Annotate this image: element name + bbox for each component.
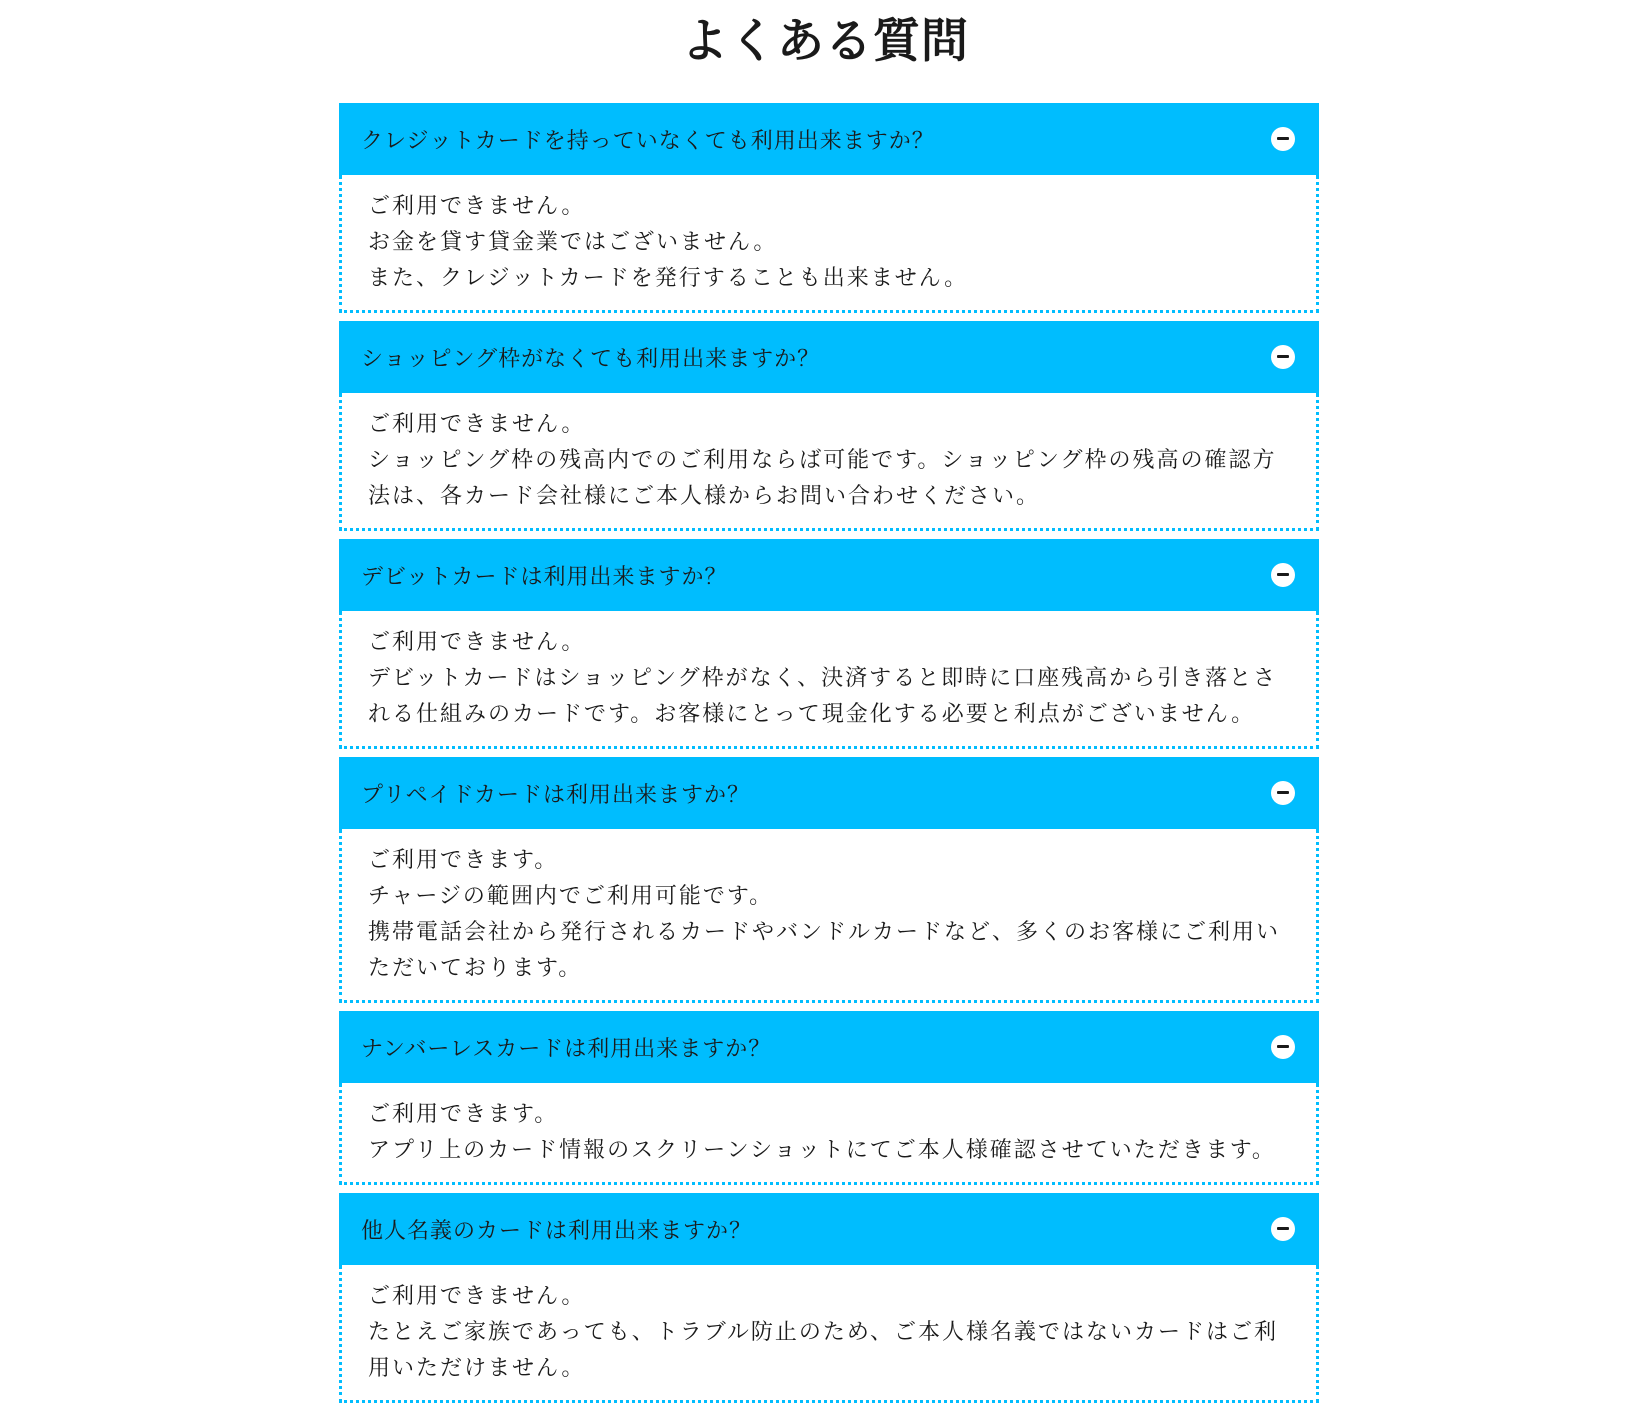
faq-item	[339, 1193, 1319, 1403]
faq-answer-line: ショッピング枠の残高内でのご利用ならば可能です。ショッピング枠の残高の確認方	[368, 448, 1277, 473]
faq-answer-line: たとえご家族であっても、トラブル防止のため、ご本人様名義ではないカードはご利	[368, 1320, 1279, 1345]
faq-question-text: 他人名義のカードは利用出来ますか？	[361, 1218, 753, 1244]
minus-circle-icon[interactable]	[1271, 1035, 1295, 1059]
faq-question-text: プリペイドカードは利用出来ますか？	[361, 782, 751, 808]
minus-circle-icon[interactable]	[1271, 1217, 1295, 1241]
faq-question-toggle[interactable]	[339, 539, 1319, 611]
faq-answer-line: ご利用できます。	[368, 1102, 559, 1127]
faq-question-text: クレジットカードを持っていなくても利用出来ますか？	[361, 128, 935, 154]
faq-item	[339, 321, 1319, 531]
minus-circle-icon[interactable]	[1271, 563, 1295, 587]
faq-question-toggle[interactable]	[339, 1011, 1319, 1083]
faq-question-text: ナンバーレスカードは利用出来ますか？	[361, 1036, 772, 1062]
minus-circle-icon[interactable]	[1271, 127, 1295, 151]
faq-answer	[339, 175, 1319, 313]
faq-answer	[339, 1265, 1319, 1403]
faq-item	[339, 1011, 1319, 1185]
faq-answer-line: ご利用できません。	[368, 194, 586, 219]
faq-answer-line: ご利用できません。	[368, 1284, 586, 1309]
faq-answer-line: ご利用できません。	[368, 630, 586, 655]
faq-answer-line: 携帯電話会社から発行されるカードやバンドルカードなど、多くのお客様にご利用い	[368, 920, 1281, 945]
faq-item	[339, 757, 1319, 1003]
minus-circle-icon[interactable]	[1271, 781, 1295, 805]
faq-answer-line: 法は、各カード会社様にご本人様からお問い合わせください。	[368, 484, 1041, 509]
faq-answer-line: ご利用できます。	[368, 848, 559, 873]
faq-question-text: ショッピング枠がなくても利用出来ますか？	[361, 346, 821, 372]
faq-question-text: デビットカードは利用出来ますか？	[361, 564, 728, 590]
faq-answer-line: デビットカードはショッピング枠がなく、決済すると即時に口座残高から引き落とさ	[368, 666, 1278, 691]
page-title: よくある質問	[681, 14, 969, 69]
faq-answer-line: また、クレジットカードを発行することも出来ません。	[368, 266, 969, 291]
minus-circle-icon[interactable]	[1271, 345, 1295, 369]
faq-question-toggle[interactable]	[339, 1193, 1319, 1265]
faq-answer-line: れる仕組みのカードです。お客様にとって現金化する必要と利点がございません。	[368, 702, 1256, 727]
faq-question-toggle[interactable]	[339, 103, 1319, 175]
faq-item	[339, 539, 1319, 749]
faq-answer-line: 用いただけません。	[368, 1356, 586, 1381]
faq-answer	[339, 611, 1319, 749]
faq-question-toggle[interactable]	[339, 757, 1319, 829]
faq-answer-line: ご利用できません。	[368, 412, 586, 437]
faq-answer	[339, 829, 1319, 1003]
faq-answer-line: チャージの範囲内でご利用可能です。	[368, 884, 774, 909]
faq-question-toggle[interactable]	[339, 321, 1319, 393]
faq-answer	[339, 1083, 1319, 1185]
faq-answer-line: お金を貸す貸金業ではございません。	[368, 230, 778, 255]
faq-answer-line: ただいております。	[368, 956, 583, 981]
faq-answer	[339, 393, 1319, 531]
faq-list	[339, 103, 1319, 1411]
faq-answer-line: アプリ上のカード情報のスクリーンショットにてご本人様確認させていただきます。	[368, 1138, 1276, 1163]
faq-item	[339, 103, 1319, 313]
